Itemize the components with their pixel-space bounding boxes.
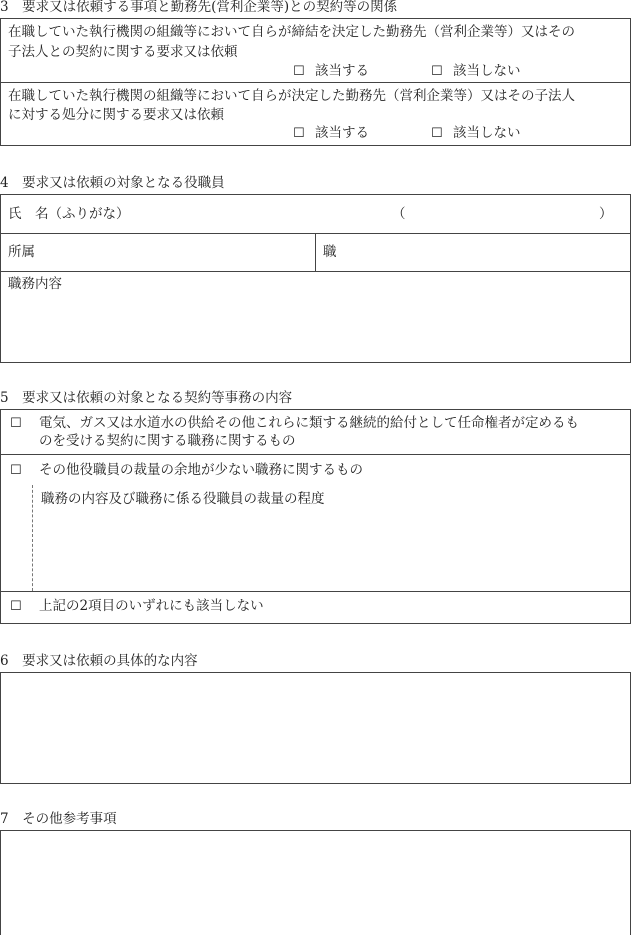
option-label: 該当する <box>314 125 369 141</box>
item1-text-line1: 電気、ガス又は水道水の供給その他これらに類する継続的給付として任命権者が定めるも <box>39 415 579 431</box>
section-7-textarea[interactable] <box>0 830 631 935</box>
item2-text: その他役職員の裁量の余地が少ない職務に関するもの <box>39 462 363 478</box>
section-6-textarea[interactable] <box>0 672 631 784</box>
sub-field-divider <box>32 485 33 591</box>
checkbox-icon[interactable]: ☐ <box>10 463 22 478</box>
section-4-heading: 4 要求又は依頼の対象となる役職員 <box>0 175 225 191</box>
option-label: 該当する <box>314 63 369 79</box>
section-3-table <box>0 18 631 146</box>
item2-checkbox[interactable] <box>10 460 22 481</box>
section-4-table <box>0 194 631 363</box>
column-divider <box>315 233 316 271</box>
divider <box>1 591 630 592</box>
item1-checkbox[interactable] <box>10 413 22 434</box>
section-3-heading: 3 要求又は依頼する事項と勤務先(営利企業等)との契約等の関係 <box>0 0 398 15</box>
section-6-heading: 6 要求又は依頼の具体的な内容 <box>0 653 198 669</box>
divider <box>1 271 630 272</box>
item2-sub-label: 職務の内容及び職務に係る役職員の裁量の程度 <box>41 491 325 507</box>
checkbox-icon[interactable]: ☐ <box>293 126 305 141</box>
checkbox-icon[interactable]: ☐ <box>431 64 443 79</box>
item3-text: 上記の2項目のいずれにも該当しない <box>39 598 264 614</box>
row1-option-no[interactable] <box>431 61 520 82</box>
row2-text-line2: に対する処分に関する要求又は依頼 <box>8 107 224 123</box>
checkbox-icon[interactable]: ☐ <box>10 599 22 614</box>
divider <box>1 82 630 83</box>
furigana-paren-open: （ <box>392 206 406 222</box>
checkbox-icon[interactable]: ☐ <box>10 416 22 431</box>
row1-text-line1: 在職していた執行機関の組織等において自らが締結を決定した勤務先（営利企業等）又はその <box>8 24 575 40</box>
item3-checkbox[interactable] <box>10 596 22 617</box>
row2-option-no[interactable] <box>431 123 520 144</box>
option-label: 該当しない <box>452 63 521 79</box>
row2-text-line1: 在職していた執行機関の組織等において自らが決定した勤務先（営利企業等）又はその子法人 <box>8 88 575 104</box>
row2-option-yes[interactable] <box>293 123 369 144</box>
divider <box>1 454 630 455</box>
section-5-heading: 5 要求又は依頼の対象となる契約等事務の内容 <box>0 390 293 406</box>
section-7-heading: 7 その他参考事項 <box>0 811 117 827</box>
checkbox-icon[interactable]: ☐ <box>431 126 443 141</box>
position-label: 職 <box>323 244 337 260</box>
row1-option-yes[interactable] <box>293 61 369 82</box>
option-label: 該当しない <box>452 125 521 141</box>
furigana-paren-close: ） <box>599 206 613 222</box>
duties-label: 職務内容 <box>8 276 62 292</box>
row1-text-line2: 子法人との契約に関する要求又は依頼 <box>8 44 238 60</box>
affiliation-label: 所属 <box>8 244 35 260</box>
name-label: 氏 名（ふりがな） <box>8 206 130 222</box>
item1-text-line2: のを受ける契約に関する職務に関するもの <box>39 433 296 449</box>
section-5-table <box>0 409 631 624</box>
checkbox-icon[interactable]: ☐ <box>293 64 305 79</box>
